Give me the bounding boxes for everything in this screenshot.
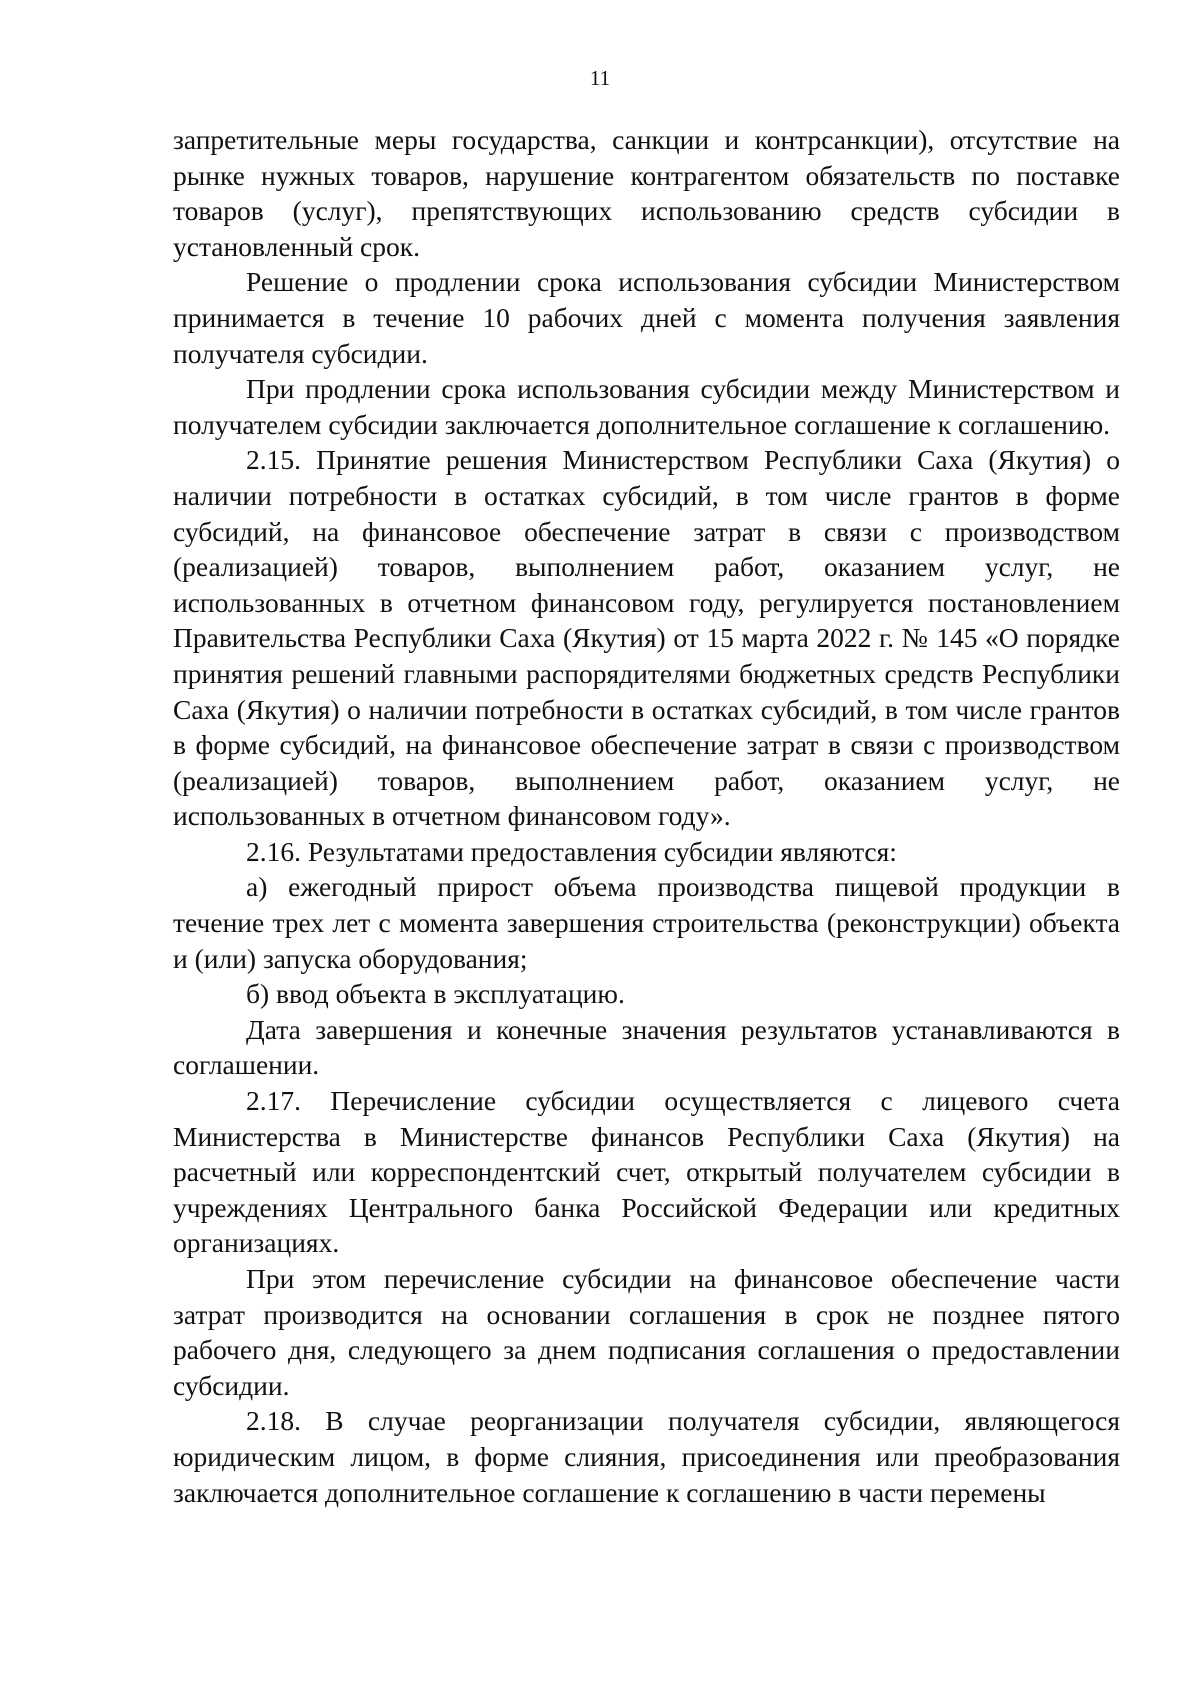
paragraph-2-17: 2.17. Перечисление субсидии осуществляется с лицевого счета Министерства в Министерстве финансов Республики Саха (Якутия) на расчетный или корреспондентский счет, открытый получателем субсидии в учреждениях Центрального банка Российской Федерации или кредитных организациях. (173, 1085, 1120, 1259)
paragraph-2-15: 2.15. Принятие решения Министерством Республики Саха (Якутия) о наличии потребности в остатках субсидий, в том числе грантов в форме субсидий, на финансовое обеспечение затрат в связи с производством (реализацией) товаров, выполнением работ, оказанием услуг, не использованных в отчетном финансовом году, регулируется постановлением Правительства Республики Саха (Якутия) от 15 марта 2022 г. № 145 «О порядке принятия решений главными распорядителями бюджетных средств Республики Саха (Якутия) о наличии потребности в остатках субсидий, в том числе грантов в форме субсидий, на финансовое обеспечение затрат в связи с производством (реализацией) товаров, выполнением работ, оказанием услуг, не использованных в отчетном финансовом году». (173, 444, 1120, 832)
page-number: 11 (589, 66, 611, 90)
paragraph-continuation: запретительные меры государства, санкции и контрсанкции), отсутствие на рынке нужных товаров, нарушение контрагентом обязательств по поставке товаров (услуг), препятствующих использованию средств субсидии в установленный срок. (173, 124, 1120, 262)
paragraph-additional-agreement: При продлении срока использования субсидии между Министерством и получателем субсидии заключается дополнительное соглашение к соглашению. (173, 373, 1120, 440)
document-body (173, 122, 1120, 1510)
list-item-a: а) ежегодный прирост объема производства пищевой продукции в течение трех лет с момента завершения строительства (реконструкции) объекта и (или) запуска оборудования; (173, 871, 1120, 974)
paragraph-results-date: Дата завершения и конечные значения результатов устанавливаются в соглашении. (173, 1013, 1120, 1081)
paragraph-2-16: 2.16. Результатами предоставления субсидии являются: (246, 835, 897, 867)
list-item-b: б) ввод объекта в эксплуатацию. (246, 978, 625, 1010)
paragraph-2-18: 2.18. В случае реорганизации получателя субсидии, являющегося юридическим лицом, в форме слияния, присоединения или преобразования заключается дополнительное соглашение к соглашению в части перемены (173, 1405, 1120, 1508)
paragraph-extension-decision: Решение о продлении срока использования субсидии Министерством принимается в течение 10 рабочих дней с момента получения заявления получателя субсидии. (173, 266, 1120, 369)
paragraph-transfer-terms: При этом перечисление субсидии на финансовое обеспечение части затрат производится на основании соглашения в срок не позднее пятого рабочего дня, следующего за днем подписания соглашения о предоставлении субсидии. (173, 1263, 1120, 1401)
